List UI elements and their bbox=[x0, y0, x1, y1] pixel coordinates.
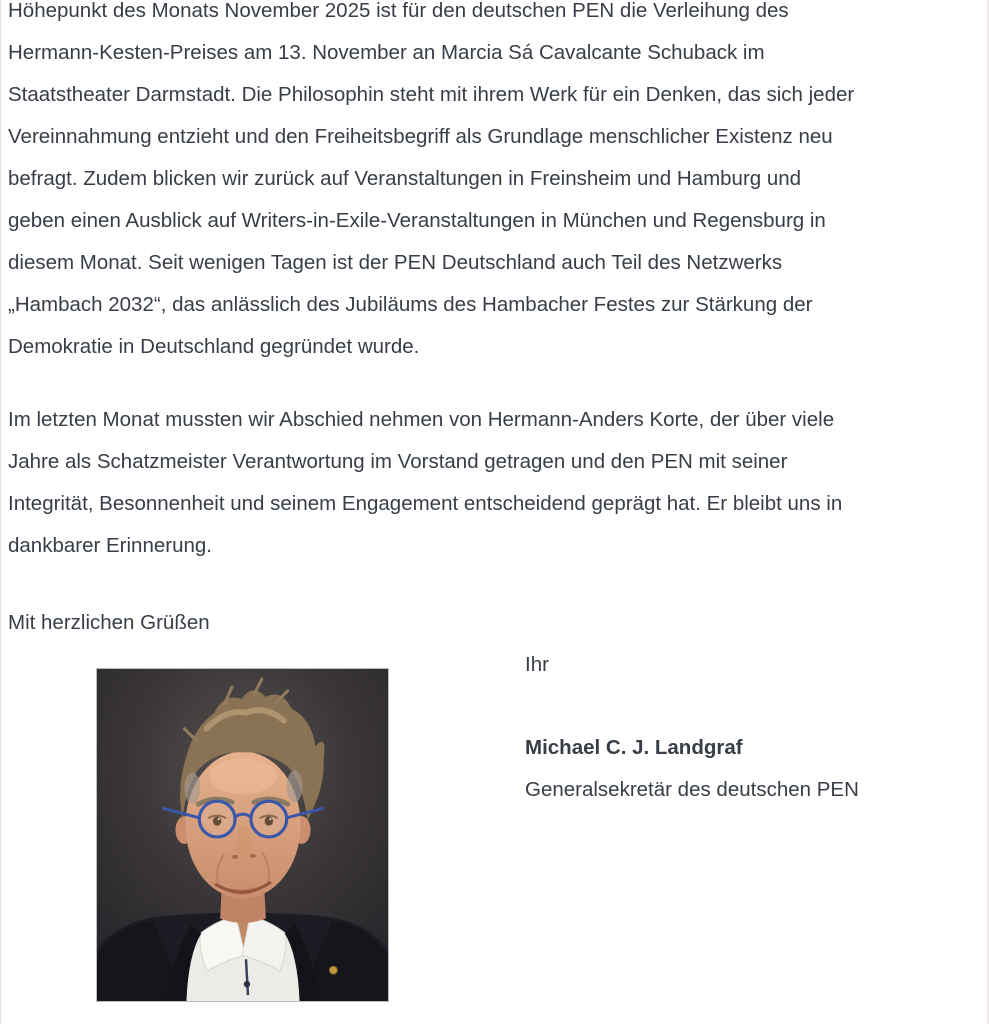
text-line: diesem Monat. Seit wenigen Tagen ist der PEN Deutschland auch Teil des Netzwerks bbox=[8, 251, 783, 274]
text-line: befragt. Zudem blicken wir zurück auf Veranstaltungen in Freinsheim und Hamburg und bbox=[8, 167, 802, 190]
text-line: Jahre als Schatzmeister Verantwortung im Vorstand getragen und den PEN mit seiner bbox=[8, 450, 788, 473]
text-line: „Hambach 2032“, das anlässlich des Jubiläums des Hambacher Festes zur Stärkung der bbox=[8, 293, 813, 316]
text-line: Mit herzlichen Grüßen bbox=[8, 611, 210, 634]
signature-role: Generalsekretär des deutschen PEN bbox=[525, 778, 859, 801]
portrait-photo bbox=[96, 668, 389, 1002]
text-line: geben einen Ausblick auf Writers-in-Exile-Veranstaltungen in München und Regensburg in bbox=[8, 209, 826, 232]
paragraph-nachruf-korte bbox=[8, 399, 985, 567]
text-line: Staatstheater Darmstadt. Die Philosophin steht mit ihrem Werk für ein Denken, das sich jeder bbox=[8, 83, 855, 106]
lapel-pin bbox=[329, 966, 337, 974]
page-left-border bbox=[0, 0, 1, 1024]
signature-name: Michael C. J. Landgraf bbox=[525, 736, 743, 759]
text-line: Integrität, Besonnenheit und seinem Engagement entscheidend geprägt hat. Er bleibt uns in bbox=[8, 492, 843, 515]
text-line: dankbarer Erinnerung. bbox=[8, 534, 212, 557]
signature-block bbox=[525, 727, 859, 811]
closing-greeting bbox=[8, 602, 985, 644]
text-line: Im letzten Monat mussten wir Abschied nehmen von Hermann-Anders Korte, der über viele bbox=[8, 408, 835, 431]
text-line: Höhepunkt des Monats November 2025 ist für den deutschen PEN die Verleihung des bbox=[8, 0, 789, 22]
signature-salutation: Ihr bbox=[525, 653, 549, 676]
text-line: Demokratie in Deutschland gegründet wurde. bbox=[8, 335, 420, 358]
paragraph-kesten-preis bbox=[8, 0, 985, 368]
text-line: Hermann-Kesten-Preises am 13. November an Marcia Sá Cavalcante Schuback im bbox=[8, 41, 765, 64]
portrait-photo-illustration bbox=[97, 669, 388, 1001]
text-line: Vereinnahmung entzieht und den Freiheitsbegriff als Grundlage menschlicher Existenz neu bbox=[8, 125, 833, 148]
